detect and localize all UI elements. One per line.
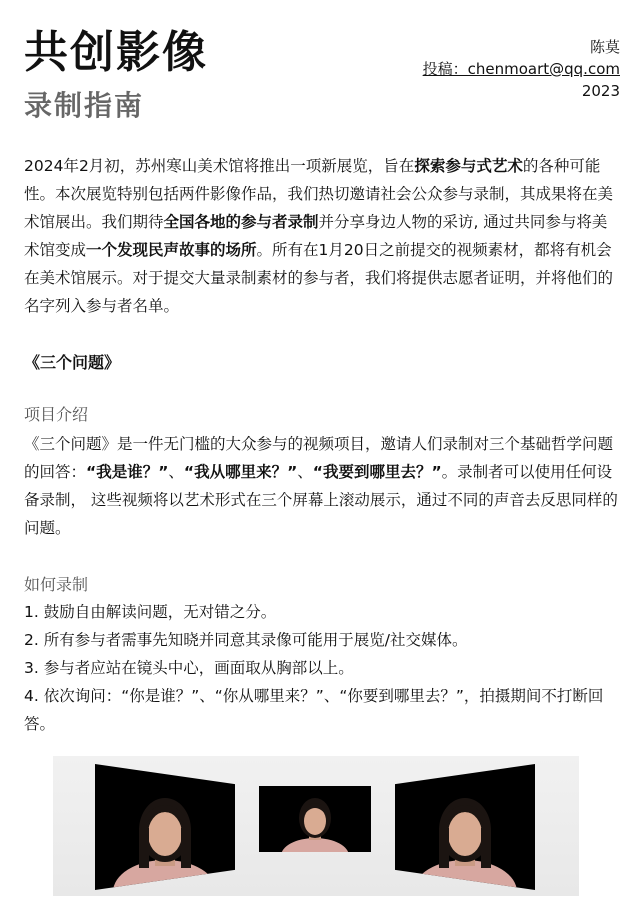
- list-item: 1. 鼓励自由解读问题，无对错之分。: [24, 603, 277, 621]
- center-screen: [259, 786, 371, 852]
- question-1: “我是谁？”: [86, 463, 169, 481]
- intro-text-1: 2024年2月初，苏州寒山美术馆将推出一项新展览，旨在: [24, 157, 415, 175]
- intro-bold-2: 全国各地的参与者录制: [163, 213, 319, 231]
- left-screen: [95, 764, 235, 890]
- person-portrait-icon: [395, 764, 535, 890]
- contact-email: 投稿：chenmoart@qq.com: [422, 60, 620, 78]
- intro-bold-3: 一个发现民声故事的场所: [86, 241, 257, 259]
- page-title: 共创影像: [24, 27, 208, 78]
- intro-text-2: 的各种可能性。本次展览特别包括两件影像作品，我们热切邀请社会公众参与录制，其成果将在美术馆展出。我们期待: [24, 157, 614, 231]
- question-3: “我要到哪里去？”: [312, 463, 442, 481]
- intro-paragraph: [24, 152, 618, 320]
- question-2: “我从哪里来？”: [183, 463, 298, 481]
- author-name: 陈莫: [589, 38, 620, 56]
- author-info: [423, 36, 620, 102]
- separator-2: 、: [297, 463, 313, 481]
- list-item: 3. 参与者应站在镜头中心，画面取从胸部以上。: [24, 659, 354, 677]
- person-portrait-icon: [259, 786, 371, 852]
- project-title: 《三个问题》: [24, 353, 121, 372]
- separator-1: 、: [168, 463, 184, 481]
- year: 2023: [581, 82, 620, 100]
- three-screen-installation-image: [53, 756, 579, 896]
- project-text-1: 《三个问题》是一件无门槛的大众参与的视频项目，邀请人们录制对三个基础哲学问题的回答：: [24, 435, 614, 481]
- page-subtitle: 录制指南: [24, 89, 145, 122]
- steps-list: [24, 598, 618, 738]
- right-screen: [395, 764, 535, 890]
- list-item: 4. 依次询问：“你是谁？”、“你从哪里来？”、“你要到哪里去？”，拍摄期间不打断回答。: [24, 687, 604, 733]
- person-portrait-icon: [95, 764, 235, 890]
- intro-text-4: 。所有在1月20日之前提交的视频素材，都将有机会在美术馆展示。对于提交大量录制素材的参与者，我们将提供志愿者证明，并将他们的名字列入参与者名单。: [24, 241, 614, 315]
- project-paragraph: [24, 430, 618, 542]
- list-item: 2. 所有参与者需事先知晓并同意其录像可能用于展览/社交媒体。: [24, 631, 468, 649]
- project-intro-label: 项目介绍: [24, 405, 89, 424]
- intro-text-3: 并分享身边人物的采访, 通过共同参与将美术馆变成: [24, 213, 608, 259]
- project-text-2: 。录制者可以使用任何设备录制， 这些视频将以艺术形式在三个屏幕上滚动展示，通过不同的声音去反思同样的问题。: [24, 463, 618, 537]
- how-to-record-label: 如何录制: [24, 575, 89, 594]
- intro-bold-1: 探索参与式艺术: [414, 157, 523, 175]
